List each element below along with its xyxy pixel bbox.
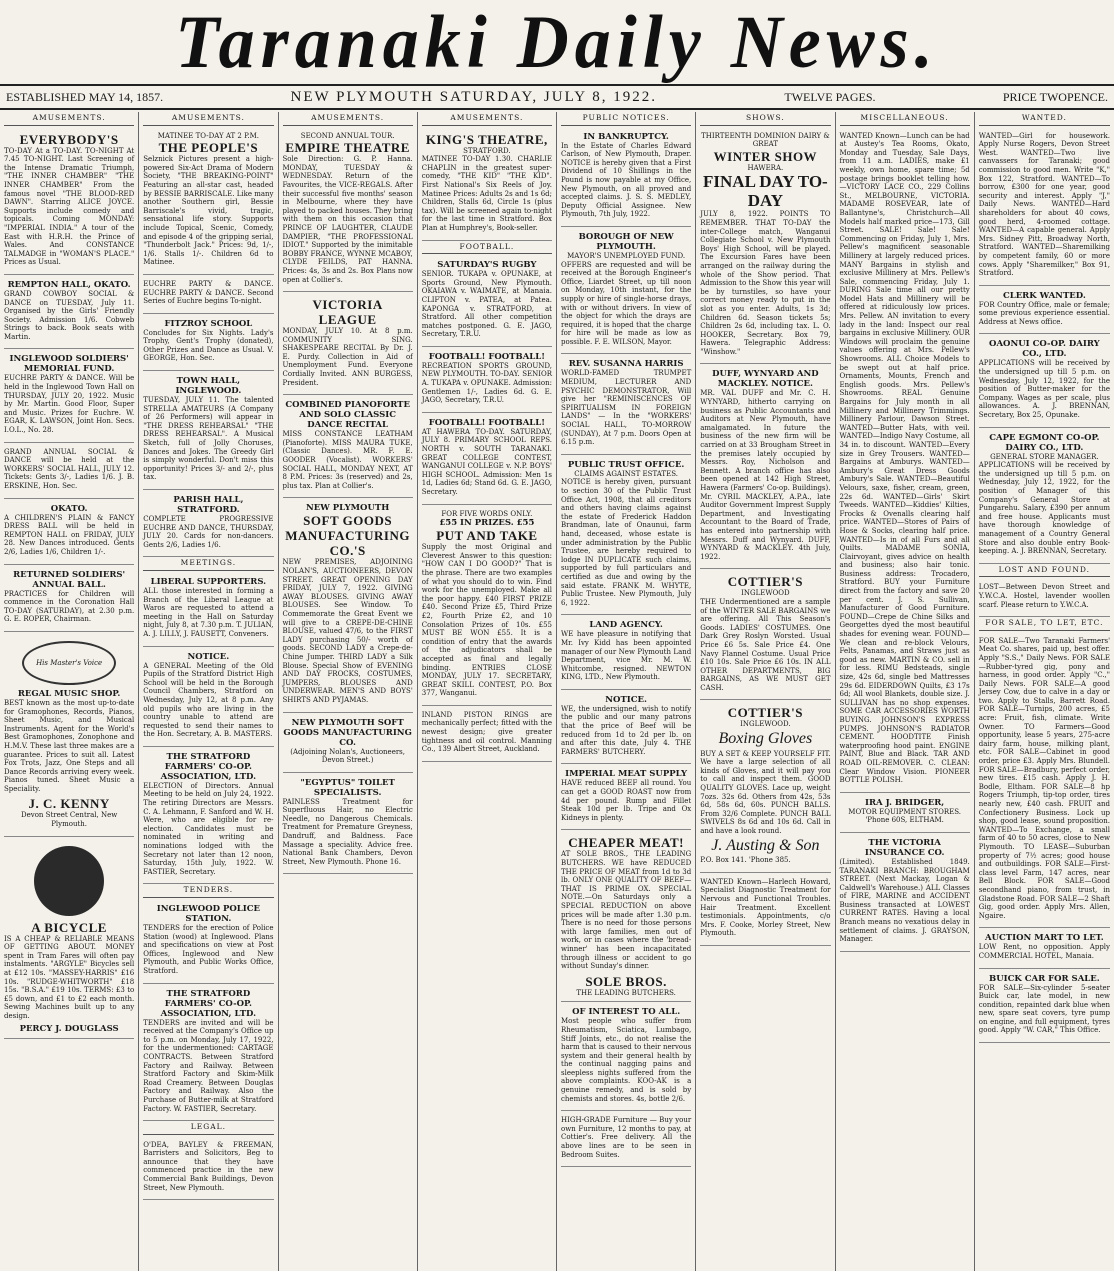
ad-title: SOLE BROS. [585,973,667,989]
ad-body: Concludes for Six Nights. Lady's Trophy, Gent's Trophy (donated), Other Prizes and Dance as Usual. V. GEORGE, Hon. Sec. [143,328,274,363]
advert-clerk-wanted [979,288,1110,335]
ad-title: PUBLIC TRUST OFFICE. [567,459,685,470]
ad-subtitle: GENERAL STORE MANAGER. [990,452,1099,461]
ad-title: INGLEWOOD POLICE STATION. [156,904,260,924]
section-heading: LEGAL. [143,1123,273,1135]
wanted-listings [979,129,1110,286]
ad-body: EUCHRE PARTY & DANCE. Will be held in the Inglewood Town Hall on THURSDAY, JULY 20, 1922. Music by Mr. Martin. Good Floor, Super and Music. Prizes for Euchre. W. EGAR, K. LAWSON, Joint Hon. Secs. I.O.L., No. 28. [4,374,135,435]
ad-title: FOOTBALL! FOOTBALL! [428,351,545,362]
advert-soft-goods-footer [283,715,413,773]
ad-body: NOTICE is hereby given, pursuant to section 30 of the Public Trust Office Act, 1908, that all creditors and others having claims against the estate of Frederick Haddon Brandman, late of Onaunui, farm hand, deceased, whose estate is under administration by the Public Trustee, are hereby required to lodge IN DUPLICATE such claims, supported by full particulars and certified as due and owing by the said estate. FRANK M. WHYTE, Public Trustee. New Plymouth, July 6, 1922. [561,478,692,607]
newspaper-title: Taranaki Daily News. [175,0,939,84]
ad-body: WANTED Known—Lunch can be had at Austey's Tea Rooms, Okato, Monday and Tuesday, Sale Days, from 11 a.m. LADIES, make £1 weekly, own home, spare time; 5d postage brings booklet telling how.—VICTORY LACE CO., 229 Collins St., MELBOURNE, VICTORIA. MADAME ROSEVEAR, late of Ballantyne's, Christchurch—All Models half marked price—173, Gill Street. SALE! Sale! Sale! Commencing on Friday, July 1, Mrs. Pellew's magnificent seasonable Millinery at largely reduced prices. MANY Bargains in stylish and exclusive Millinery at Mrs. Pellew's Sale, commencing Friday, July 1. DURING Sale time all our pretty Model Hats and Millinery will be offered at ridiculously low prices. Mrs. Pellew. AN invitation to every lady in the land: Inspect our real bargains in exclusive Millinery. OUR Windows will proclaim the genuine values offering at Mrs. Pellew's Showrooms. ALL Choice Models to be swept out at half price. Ornaments, Mounts, French and English goods. Mrs. Pellew's Showrooms. REAL Genuine Bargains for July month in all Millinery and Millinery Trimmings. Millinery Parlour, Dawson Street. WANTED—Butter Hats, with veil. WANTED—Indigo Navy Costume, all 34 in. to discount. WANTED—Every size in Grey Trousers. WANTED—Bargains at Amburys. WANTED—Ambury's Great Dress Goods Ambury's Sale. WANTED—Beautiful Velours, saxe, fisher, cream, green, 22s 6d. WANTED—Girls' Skirt Tweeds. WANTED—Kiddies' Kilties, Frocks & Ovenalls clearing half price. WANTED—Stores of Pairs of Hose & Socks, clearing half price. WANTED—Is in of all Furs and all Quilts. MADAME SONIA, Clairvoyant, gives advice on health and business; also hair tonic. Business address: Trocadero, Stratford. BUY your Furniture direct from the factory and save 20 per cent. J. S. Sullivan, Manufacturer of Good Furniture. FOUND—Crepe de Chine Silks and Georgettes dyed the most beautiful shades for evening wear. FOUND—We clean and re-block Velours, Felts, Panamas, and Straws just as good as new. MARTIN & CO. sell in for less. RIMU Bedsteads, single size, 42s 6d, single bed Mattresses 29s 6d. EIDERDOWN Quilts, £3 17s 6d; All wool Blankets, double size. J. SULLIVAN has no shop expenses. SOME CAR ACCESSORIES WORTH BUYING. JOHNSON'S EXPRESS PUMPS. JOHNSON'S RADIATOR CEMENT. HOODTITE Finish waterproofing hood paint. ENGINE PAINT, Blue and Black. TAR AND ROAD OIL-REMOVER. C. CLEAN: Clear Window Vision. PIONEER BOTTLE POLISH. [839,131,970,785]
section-heading: FOR SALE, TO LET, ETC. [979,619,1110,631]
his-masters-voice-logo: His Master's Voice [22,641,116,685]
ad-signature: J. Austing & Son [711,836,820,854]
advert-everybodys [4,129,134,275]
ad-title: BOROUGH OF NEW PLYMOUTH. [578,231,674,252]
ad-body: WE, the undersigned, wish to notify the public and our many patrons that the price of Beef will be reduced from 1d to 2d per lb. on and after this date, July 4. THE FARMERS' BUTCHERY. [561,704,692,756]
notice-farmers-butchery [561,692,691,765]
advert-football-np [422,349,552,413]
ad-title: PUT AND TAKE [436,528,538,544]
ad-title: A BICYCLE [31,919,107,935]
ad-title: CHEAPER MEAT! [568,835,684,851]
column-1 [0,112,139,1271]
advert-of-interest [561,1004,691,1111]
ad-title: THE VICTORIA INSURANCE CO. [864,837,945,858]
ad-title: NOTICE. [605,694,647,705]
ad-subtitle: THE LEADING BUTCHERS. [576,988,676,997]
column-4 [418,112,557,1271]
ad-body: FOR SALE—Six-cylinder 5-seater Buick car, late model, in new condition, repainted dark blue when new, spare seat covers, tyre pump on engine, and full equipment, tyres good. Apply "W. CAR," This Office. [978,983,1110,1035]
ad-body: LOW Rent, no opposition. Apply COMMERCIAL HOTEL, Manaia. [978,943,1110,960]
ad-title: EVERYBODY'S [19,131,119,147]
ad-title: THE PEOPLE'S [158,140,259,156]
notice-imperial-meat [561,766,691,830]
advert-auction-mart [979,930,1110,968]
ad-title: VICTORIA LEAGUE [312,297,383,328]
ad-headline: FINAL DAY TO-DAY [703,172,828,211]
advert-football-hawera [422,415,552,505]
lost-found-listings [979,580,1110,617]
advert-buick-car [979,971,1110,1044]
section-heading: PUBLIC NOTICES. [561,114,691,126]
ad-body: (Limited). Established 1849. TARANAKI BRANCH: BROUGHAM STREET. (Next Mackay, Logan & Caldwell's Warehouse.) ALL Classes of FIRE, MARINE and ACCIDENT Business transacted at LOWEST CURRENT RATES. Having a local Branch means no vexatious delay in settlement of claims. J. GRAYSON, Manager. [839,857,970,944]
ad-title: LIBERAL SUPPORTERS. [150,576,267,587]
advert-soft-goods [283,500,413,712]
advert-regal-music [4,634,134,837]
ad-title: IRA J. BRIDGER, [865,797,945,808]
ad-title: COTTIER'S [727,574,804,590]
ad-prize: £55 IN PRIZES. £55 [439,518,535,529]
section-heading: AMUSEMENTS. [4,114,134,126]
ad-body: LOST—Between Devon Street and Y.W.C.A. Hostel, lavender woollen scarf. Please return to Y.W.C.A. [978,583,1110,609]
ad-body: TENDERS are invited and will be received at the Company's Office up to 5 p.m. on Monday, July 17, 1922, for the undermentioned: CARTAGE CONTRACTS. Between Stratford Factory and Railway. Between Stratford Factory and Skim-Milk Road Creamery. Between Douglas Factory and Railway. Also the Purchase of Butter-milk at Stratford Factory. W. FASTIER, Secretary. [143,1018,274,1113]
ad-title: FOOTBALL! FOOTBALL! [428,417,545,428]
ad-body: A CHILDREN'S PLAIN & FANCY DRESS BALL will be held in REMPTON HALL on FRIDAY, JULY 28. New Dances introduced. Gents 2/6, Ladies 1/6, Children 1/-. [4,513,135,556]
ad-body: HAVE reduced BEEF all round. You can get a GOOD ROAST now from 4d per pound. Rump and Fillet Steak 10d per lb. Tripe and Ox Kidneys in plenty. [561,779,692,822]
ad-body: BEST known as the most up-to-date for Gramophones, Records, Pianos, Sheet Music, and Musical Instruments. Agent for the World's Best Gramophones, Zonophone and H.M.V. These last three makes are a guarantee. Prices to suit all. Latest Fox Trots, Jazz, One Steps and all Dance Records arriving every week. Pianos tuned. Sheet Music a Speciality. [4,698,135,793]
ad-body: FOR SALE—Two Taranaki Farmers' Meat Co. shares, paid up, best offer. Apply "S.S.," Daily News. FOR SALE—Rubber-tyred gig, pony and harness, in good order. Apply "C.," Daily News. FOR SALE—A good Jersey Cow, due to calve in a day or two. Apply to Stalls, Barrett Road. FOR SALE—Turnips, 200 acres, £5 acre: Fruit, fish, climate. Write Owner. TO Farmers—Good opportunity, lease 5 years, 275-acre dairy farm, house, milking plant, etc. FOR SALE—Cabinet in good order, price £3. Apply Mrs. Blundell. FOR SALE—Bradbury, perfect order, new tires. £15 cash. Apply J. H. Bodle, Eltham. FOR SALE—8 hp Rogers Triumph, tip-top order, tires nearly new, £40 cash. FRUIT and Confectionery Business. Lock up shop, good lease, sound proposition. WANTED—To Exchange, a small farm of 40 to 50 acres, close to New Plymouth. TO LEASE—Suburban property of 7½ acres; good house and outbuildings. FOR SALE—First-class level Farm, 147 acres, near Bell Block. FOR SALE—Good secondhand piano, from trust, in Gladstone Road. FOR SALE—2 Shaft Gig, good order. Apply Mrs. Allen, Ngaire. [978,636,1110,920]
ad-title: REV. SUSANNA HARRIS [568,359,684,370]
ad-body: APPLICATIONS will be received by the undersigned up till 5 p.m. on Wednesday, July 12, 1922, for the position of Butter-maker for the Company. Wages as per scale, plus allowances. A. J. BRENNAN, Secretary, Box 25, Opunake. [978,359,1110,420]
ad-title: OKATO. [50,503,88,514]
ad-title: KING'S THEATRE, [425,131,548,147]
advert-cottiers-sale [700,571,830,700]
ad-body: TUESDAY, JULY 11. The talented STRELLA AMATEURS (A Company of 26 Performers) will appear in "THE DRESS REHEARSAL" "THE DRESS REHEARSAL". A Musical Sketch, full of Jolly Choruses, Dances and Jokes. The Greedy Girl is simply wonderful. Don't miss this opportunity! Prices 3/- and 2/-, plus tax. [143,396,274,482]
ad-body: MATINEE TO-DAY 1.30. CHARLIE CHAPLIN in the greatest super-comedy, "THE KID" "THE KID". First National's Six Reels of Joy. Matinee Prices: Adults 2s and 1s 6d; Children, Stalls 6d, Circle 1s (plus tax). Will be screened again to-night for the last time in Stratford. Box Plan at Humphrey's, Book-seller. [421,155,552,232]
ad-body: WANTED Known—Harlech Howard, Specialist Diagnostic Treatment for Nervous and Functional Troubles. Hair Treatment. Excellent testimonials. Appointments, c/o Mrs. F. Cooke, Morley Street, New Plymouth. [700,877,831,938]
advert-cape-egmont [979,430,1110,564]
ad-title: WINTER SHOW [713,148,818,164]
section-heading: TENDERS. [143,886,273,898]
ad-body: OFFERS are requested and will be received at the Borough Engineer's Office, Liardet Street, up till noon on Monday, 10th instant, for the supply or hire of single-horse drays, with or without drivers. In view of the object for which the drays are required, it is hoped that the charge for hire will be made as low as possible. F. E. WILSON, Mayor. [561,260,692,346]
ad-body: P.O. Box 141. 'Phone 385. [700,856,791,865]
section-heading: AMUSEMENTS. [143,114,273,126]
ad-body: Supply the most Original and Cleverest Answer to this question: "HOW CAN I DO GOOD?" That is the phrase. There are two examples of what you should do to win. Find work for the unemployed. Make all the poor happy. £40 FIRST PRIZE £40. Second Prize £5, Third Prize £2, Fourth Prize £2, and 10 Consolation Prizes of 10s. £55 MUST BE WON £55. It is a condition of entry that the awards of the adjudicators shall be accepted as final and legally binding. ENTRIES CLOSE MONDAY, JULY 17. SECRETARY, GREAT SKILL CONTEST, P.O. Box 377, Wanganui. [421,543,552,698]
ad-body: WORLD-FAMED TRUMPET MEDIUM, LECTURER AND PSYCHIC DEMONSTRATOR, Will give her "REMINISCENCES OF SPIRITUALISM IN FOREIGN LANDS" — In the "WORKERS' SOCIAL HALL, TO-MORROW (SUNDAY), At 7 p.m. Doors Open at 6.15 p.m. [561,369,692,447]
advert-police-station [143,901,273,984]
section-heading: AMUSEMENTS. [283,114,413,126]
ad-body: APPLICATIONS will be received by the undersigned up till 5 p.m. on Wednesday, July 12, 1922, for the position of Manager of this Company's General Store at Pungarehu. Salary, £390 per annum and free house. Applicants must have thorough knowledge of management of a Country General Store and also double entry Book-keeping. A. J. BRENNAN, Secretary. [978,461,1110,556]
issue-date: NEW PLYMOUTH SATURDAY, JULY 8, 1922. [290,88,658,105]
notice-susanna-harris [561,356,691,454]
advert-ira-bridger [840,795,970,833]
ad-body: FOR Country Office, male or female; some previous experience essential. Address at News office. [978,300,1110,326]
ad-title: THE STRATFORD FARMERS' CO-OP. ASSOCIATION, LTD. [160,988,257,1019]
ad-title: INGLEWOOD SOLDIERS' MEMORIAL FUND. [9,354,129,375]
section-heading: MEETINGS. [143,559,273,571]
ad-body: A GENERAL Meeting of the Old Pupils of the Stratford District High School will be held in the Borough Council Chambers, Stratford on Wednesday, July 12, at 8 p.m. Any old pupils who are living in the country unable to attend are requested to send their names to the Hon. Secretary, A. B. MASTERS. [143,661,274,739]
ad-title: SATURDAY'S RUGBY [437,260,537,271]
ad-body: TO-DAY At a TO-DAY. TO-NIGHT At 7.45 TO-NIGHT. Last Screening of the Intense Dramatic Triumph, "THE INNER CHAMBER" "THE INNER CHAMBER" From the famous novel "THE BLOOD-RED DAWN". Starring ALICE JOYCE. Supports include comedy and topicals. Coming MONDAY: "IMPERIAL INDIA." A tour of the East with H.R.H. the Prince of Wales. And CONSTANCE TALMADGE in "WOMAN'S PLACE." Prices as Usual. [4,146,135,267]
ad-topline: THIRTEENTH DOMINION DAIRY & GREAT [701,131,830,149]
ad-topline: MATINEE TO-DAY AT 2 P.M. [157,131,259,140]
ad-title: IN BANKRUPTCY. [583,131,669,142]
advert-rugby [422,257,552,347]
notice-duff-wynyard [700,366,830,569]
ad-body: (Adjoining Nolan's, Auctioneers, Devon Street.) [290,747,406,765]
ad-subtitle: HAWERA. [747,163,784,172]
advert-old-pupils [143,649,273,747]
ad-subtitle: INGLEWOOD [741,589,790,598]
ad-subtitle: MAYOR'S UNEMPLOYED FUND. [567,251,686,260]
advert-fitzroy-school [143,316,273,371]
page-count: TWELVE PAGES. [784,89,876,104]
advert-harlech-howard [700,875,830,946]
ad-body: Selznick Pictures present a high-powered Six-Act Drama of Modern Society, "THE BREAKING-POINT" Featuring an all-star cast, headed by BESSIE BARRISCALE. Like many another Southern girl, Bessie Barriscale's vivid, tragic, sensational life story. Supports include Topical, Scenic, Comedy, and episode 4 of the gripping serial, "Thunderbolt Jack." Prices: 9d, 1/-, 1/6. Stalls 1/-. Children 6d to Matinee. [143,155,274,267]
column-2 [139,112,278,1271]
ad-title: SOFT GOODS MANUFACTURING CO.'S [285,513,410,559]
ad-title: NEW PLYMOUTH SOFT GOODS MANUFACTURING CO. [283,717,412,748]
advert-rempton-hall [4,277,134,350]
advert-winter-show [700,129,830,365]
ad-body: RECREATION SPORTS GROUND, NEW PLYMOUTH. TO-DAY. SENIOR A. TUKAPA v. OPUNAKE. Admission: Gentlemen 1/-, Ladies 6d. G. E. JAGO, Secretary, T.R.U. [421,361,552,405]
advert-piston-rings [422,708,552,762]
ad-body: BUY A SET & KEEP YOURSELF FIT. We have a large selection of all kinds of Gloves, and it will pay you to call and inspect them. GOOD QUALITY GLOVES. Lace up, weight 7ozs. 32s 6d. Others from 42s, 53s 6d, 58s 6d, 60s. PUNCH BALLS. From 32/6 Complete. PUNCH BALL SWIVELS 8s 6d and 10s 6d. Call in and have a look round. [700,749,831,835]
dateline [0,84,1114,110]
advert-okato-ball [4,501,134,565]
ad-body: WE have pleasure in notifying that Mr. Ivy Kidd has been appointed manager of our New Plymouth Land Department, vice Mr. M. W. Whitcombe, resigned. NEWTON KING, LTD., New Plymouth. [561,630,692,682]
ad-body: HIGH-GRADE Furniture — Buy your own Furniture, 12 months to pay, at Cottier's. Free delivery. All the above lines are to be seen in Bedroom Suites. [561,1116,692,1159]
advert-bicycle [4,839,134,1039]
ad-body: MISS CONSTANCE LEATHAM (Pianoforte). MISS MAURA TUKE, (Classic Dances). MR. F. E. GOODER (Vocalist). WORKERS' SOCIAL HALL, MONDAY NEXT, AT 8 P.M. Prices: 3s (reserved) and 2s, plus tax. Plan at Collier's. [282,430,413,490]
advert-annual-social [4,445,134,499]
advert-furniture [561,1113,691,1167]
section-heading: MISCELLANEOUS. [840,114,970,126]
ad-title: J. C. KENNY [28,796,110,812]
ad-title: EMPIRE THEATRE [285,140,410,156]
columns [0,112,1114,1271]
advert-euchre [143,277,273,314]
section-heading: WANTED. [979,114,1110,126]
ad-title: THE STRATFORD FARMERS' CO-OP. ASSOCIATION, LTD. [160,751,257,782]
notice-public-trust [561,457,691,616]
established-date: ESTABLISHED MAY 14, 1857. [6,89,164,104]
ad-script-title: Boxing Gloves [718,730,813,748]
ad-body: INLAND PISTON RINGS are mechanically perfect; fitted with the newest design; give greater tightness and oil control. Manning Co., 139 Albert Street, Auckland. [421,710,552,754]
advert-returned-soldiers [4,567,134,632]
ad-title: NOTICE. [187,651,230,662]
advert-parish-hall [143,492,273,557]
advert-victoria-league [283,294,413,395]
ad-title: LAND AGENCY. [589,620,663,631]
ad-body: TENDERS for the erection of Police Station (wood) at Inglewood. Plans and specifications on view at Post Offices, Inglewood and New Plymouth, and Public Works Office, Stratford. [143,924,274,975]
advert-egyptus [283,775,413,875]
ad-body: MR. VAL DUFF and Mr. C. H. WYNYARD, hitherto carrying on business as Public Accountants and Auditors at New Plymouth, have amalgamated. In future the business of the new firm will be carried on at 33 Brougham Street in the premises lately occupied by Messrs. Roy, Nicholson and Bennett. A branch office has also been opened at 142 High Street, Hawera (Farmers' Co-op. Buildings). Mr. CYRIL MACKLEY, A.P.A., late Auditor Government Imprest Supply Department, and Investigating Accountant to the Board of Trade, has entered into partnership with Messrs. Duff and Wynyard. DUFF, WYNYARD & MACKLEY. 4th July, 1922. [700,389,831,561]
ad-title: CLERK WANTED. [1002,290,1086,301]
ad-body: In the Estate of Charles Edward Carlson, of New Plymouth, Draper. NOTICE is hereby given that a First Dividend of 10 Shillings in the Pound is now payable at my Office, New Plymouth, on all proved and accepted claims. J. S. S. MEDLEY, Deputy Official Assignee. New Plymouth, 7th July, 1922. [561,141,692,219]
column-7 [836,112,975,1271]
advert-victoria-insurance [840,835,970,952]
advert-recital [283,397,413,498]
ad-body: WANTED—Girl for housework. Apply Nurse Rogers, Devon Street West. WANTED—Two live canvassers for Taranaki; good commission to good men. Write "K," Box 122, Stratford. WANTED—To borrow, £300 for one year, good security and interest. Apply "J," Daily News. WANTED—Hard shareholders for about 40 cows, good herd, 4-roomed cottage. WANTED—A capable general. Apply Mrs. Sidney Pitt, Broadway North, Stratford. WANTED—Sharemilking by competent family, 60 or more cows. Apply "Sharemilker," Box 91, Stratford. [978,131,1110,278]
ad-title: OF INTEREST TO ALL. [572,1007,681,1018]
ad-body: Most people who suffer from Rheumatism, Sciatica, Lumbago, Stiff Joints, etc., do not realise the harm that is caused to their nervous system and their general health by the continual nagging pains and sleepless nights suffered from the above complaints. KOO-AK is a genuine remedy, and is sold by chemists and stores. 4s, bottle 2/6. [561,1017,692,1103]
advert-town-hall [143,373,273,490]
ad-body: Sole Direction: G. P. Hanna. MONDAY, TUESDAY & WEDNESDAY. Return of the Favourites, the VICE-REGALS. After their successful five months' season in Melbourne, where they have played to packed houses. They bring with them on this occasion that PRINCE OF LAUGHTER, CLAUDE DAMPIER, "THE PROFESSIONAL IDIOT." Supported by the inimitable BOBBY FRANCE, WYNNE MCABOY, CLYDE FEILDS, PAT HANNA. Prices: 4s, 3s and 2s. Box Plans now open at Collier's. [282,155,413,284]
for-sale-listings [979,634,1110,929]
advert-legal [143,1138,273,1201]
notice-borough [561,229,691,355]
ad-title: OAONUI CO-OP. DAIRY CO., LTD. [989,339,1100,360]
ad-title: RETURNED SOLDIERS' ANNUAL BALL. [13,569,126,590]
column-5 [557,112,696,1271]
ad-body: PRACTICES for Children will commence in the Coronation Hall TO-DAY (SATURDAY), at 2.30 p.m. G. E. ROPER, Chairman. [4,589,135,624]
masthead [0,0,1114,84]
column-6 [696,112,835,1271]
advert-peoples [143,129,273,275]
advert-kings-theatre [422,129,552,241]
ad-body: AT HAWERA TO-DAY. SATURDAY, JULY 8. PRIMARY SCHOOL REPS. NORTH v. SOUTH TARANAKI. GREAT COLLEGE CONTEST, WANGANUI COLLEGE v. N.P. BOYS' HIGH SCHOOL. Admission: Men 1s 1d, Ladies 6d; Stand 6d. G. E. JAGO, Secretary. [421,427,552,496]
ad-body: NEW PREMISES, ADJOINING NOLAN'S, AUCTIONEERS, DEVON STREET. GREAT OPENING DAY FRIDAY, JULY 7, 1922. GIVING AWAY BLOUSES. GIVING AWAY BLOUSES. See Window. To Commemorate the Great Event we will give to a CREPE-DE-CHINE BLOUSE, valued 47/6, to the FIRST LADY purchasing 50/- worth of goods. SECOND LADY a Crepe-de-Chine Jumper. THIRD LADY a Silk Blouse. Special Show of EVENING AND DAY FROCKS, COSTUMES, JUMPERS, BLOUSES AND UNDERWEAR. MEN'S AND BOYS' SHIRTS AND PYJAMAS. [282,558,413,704]
ad-signature: PERCY J. DOUGLASS [19,1023,119,1034]
section-heading: SHOWS. [700,114,830,126]
ad-subtitle: INGLEWOOD. [740,720,791,729]
section-heading: AMUSEMENTS. [422,114,552,126]
section-heading: LOST AND FOUND. [979,566,1110,578]
ad-body: JULY 8, 1922. POINTS TO REMEMBER. THAT TO-DAY the inter-College match, Wanganui Collegiate School v. New Plymouth Boys' High School, will be played. The Excursion Fares have been arranged on the railway during the whole of the Show period. That Admission to the Show this year will be by turnstiles, so have your correct money ready to put in the slot as you enter. Adults, 1s 3d; Children 6d. Season tickets 5s; Children 2s 6d, including tax. L. O. HOOKER, Secretary. Box 79, Hawera. Telegraphic Address: "Winshow." [700,210,831,356]
miscellaneous-listings [840,129,970,793]
ad-body: IS A CHEAP & RELIABLE MEANS OF GETTING ABOUT. MONEY spent in Tram Fares will often pay instalments. "ARGYLE" Bicycles sell at £12 10s. "MASSEY-HARRIS" £16 10s. "RUDGE-WHITWORTH" £18 15s. "B.S.A." £19 10s. TERMS: £3 to £5 down, and £1 to £2 each month. Sewing Machines built up to any design. [4,934,135,1020]
advert-put-and-take [422,507,552,706]
ad-title: DUFF, WYNYARD AND MACKLEY. NOTICE. [712,369,819,390]
ad-topline: FOR FIVE WORDS ONLY. [441,509,533,518]
ad-body: GRAND ANNUAL SOCIAL & DANCE will be held at the WORKERS' SOCIAL HALL, JULY 12. Tickets: Gents 3/-, Ladies 1/6. J. B. ERSKINE, Hon. Sec. [4,447,135,490]
ad-title: REMPTON HALL, OKATO. [7,279,131,290]
advert-cheaper-meat [561,832,691,1002]
ad-body: MONDAY, JULY 10. At 8 p.m. COMMUNITY SING. SHAKESPEARE RECITAL By Dr. J. E. Purdy. Collection in Aid of Unemployment Fund. Everyone Cordially Invited. ANN BURGESS, President. [282,327,413,387]
ad-title: BUICK CAR FOR SALE. [989,973,1100,984]
ad-body: MOTOR EQUIPMENT STORES. 'Phone 60S, ELTHAM. [848,807,961,825]
ad-body: COMPLETE PROGRESSIVE EUCHRE AND DANCE, THURSDAY, JULY 20. Cards for non-dancers. Gents 2/6, Ladies 1/6. [143,515,274,549]
advert-oaonui-dairy [979,336,1110,427]
notice-bankruptcy [561,129,691,227]
ad-title: FITZROY SCHOOL [164,318,253,329]
ad-title: COTTIER'S [727,705,804,721]
advert-boxing-gloves [700,702,830,872]
ad-body: Devon Street Central, New Plymouth. [21,811,118,829]
ad-subtitle: STRATFORD. [463,146,511,155]
ad-body: O'DEA, BAYLEY & FREEMAN, Barristers and Solicitors, Beg to announce that they have commenced practice in the new Commercial Bank Buildings, Devon Street, New Plymouth. [143,1140,274,1192]
advert-liberal [143,574,273,647]
ad-title: CAPE EGMONT CO-OP. DAIRY CO., LTD. [989,432,1100,453]
ad-body: PAINLESS Treatment for Superfluous Hair, no Electric Needle, no Dangerous Chemicals. Treatment for Premature Greyness, Dandruff, and Baldness. Face Massage a speciality. Advice free. National Bank Chambers, Devon Street, New Plymouth. Phone 16. [282,797,413,866]
column-8 [975,112,1114,1271]
price: PRICE TWOPENCE. [1002,89,1108,104]
ad-body: ALL those interested in forming a Branch of the Liberal League at Waros are requested to attend a meeting in the Hall on Saturday night, July 8, at 7.30 p.m. T. JULIAN, A. J. LILLY, J. FAUSETT, Conveners. [143,586,274,638]
ad-body: ELECTION of Directors. Annual Meeting to be held on July 24, 1922. The retiring Directors are Messrs. C. A. Lehmann, F. Sanford and W. H. Were, who are eligible for re-election. Candidates must be nominated in writing and nominations lodged with the Secretary not later than 12 noon, Saturday, 15th July, 1922. W. FASTIER, Secretary. [143,781,274,876]
advert-farmers-election [143,749,273,885]
notice-land-agency [561,617,691,690]
ad-title: TOWN HALL, INGLEWOOD. [175,376,242,397]
advert-soldiers-memorial [4,351,134,442]
ad-body: SENIOR. TUKAPA v. OPUNAKE, at Sports Ground, New Plymouth. OKAIAWA v. WAIMATE, at Manaia. CLIFTON v. PATEA, at Patea. KAPONGA v. STRATFORD, at Stratford. All other competition matches postponed. G. E. JAGO, Secretary, T.R.U. [421,270,552,339]
ad-title: AUCTION MART TO LET. [985,933,1104,944]
advert-farmers-tenders [143,986,273,1122]
column-3 [279,112,418,1271]
ad-subtitle: CLAIMS AGAINST ESTATES. [574,469,678,478]
ad-title: PARISH HALL, STRATFORD. [173,495,244,515]
ad-body: AT SOLE BROS., THE LEADING BUTCHERS. WE have REDUCED THE PRICE OF MEAT from 1d to 3d lb. ONLY ONE QUALITY OF BEEF—THAT IS PRIME OX. SPECIAL NOTE.—On Saturdays only a SPECIAL REDUCTION on above prices will be made after 1.30 p.m. There is no need for those persons with large families, men out of work, or in cases where the 'bread-winner' has been incapacitated through illness or accident to go without Sunday's dinner. [561,850,692,971]
ad-topline: SECOND ANNUAL TOUR. [300,131,395,140]
ad-title: IMPERIAL MEAT SUPPLY [565,769,688,780]
ad-title: COMBINED PIANOFORTE AND SOLO CLASSIC DANCE RECITAL [285,400,410,431]
ad-body: EUCHRE PARTY & DANCE. EUCHRE PARTY & DANCE. Second Series of Euchre begins To-night. [143,279,274,306]
portrait-illustration [34,846,104,916]
ad-body: THE Undermentioned are a sample of the WINTER SALE BARGAINS we are offering. All This Season's Goods. LADIES' COSTUMES. One Dark Grey Roslyn Worsted. Usual Price £6 5s. Sale Price £4. One Navy Flannel Costume. Usual Price £10 10s. Sale Price £6 10s. IN ALL OTHER DEPARTMENTS, BIG BARGAINS, AS WE MUST GET CASH. [700,597,831,692]
ad-body: GRAND COWBOY SOCIAL & DANCE on TUESDAY, July 11. Organised by the Girls' Friendly Society. Admission 1/6. Cobweb Strings to back. Book seats with Martin. [4,289,135,341]
ad-title: "EGYPTUS" TOILET SPECIALISTS. [300,777,395,798]
section-heading: FOOTBALL. [422,243,552,255]
advert-empire-theatre [283,129,413,293]
ad-topline: NEW PLYMOUTH [306,503,390,514]
ad-title: REGAL MUSIC SHOP. [17,688,121,699]
